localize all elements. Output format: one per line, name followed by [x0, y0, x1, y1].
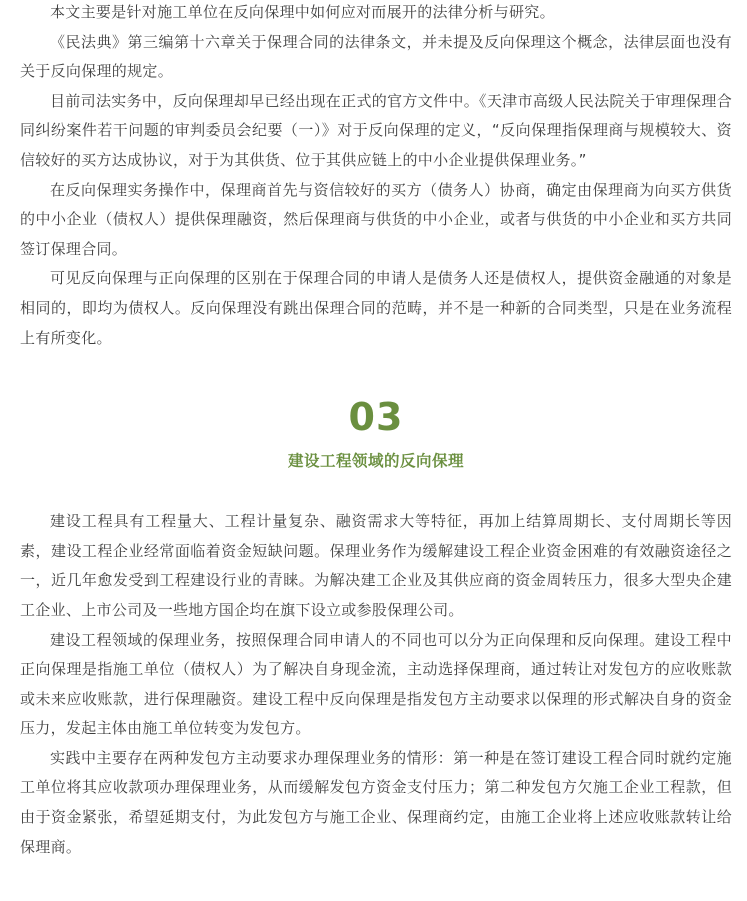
intro-paragraph-1: 本文主要是针对施工单位在反向保理中如何应对而展开的法律分析与研究。	[50, 3, 555, 21]
section-body	[20, 507, 732, 862]
section-heading	[20, 391, 732, 473]
intro-paragraph-2: 《民法典》第三编第十六章关于保理合同的法律条文，并未提及反向保理这个概念，法律层面也没有关于反向保理的规定。	[20, 32, 732, 81]
section-number: 03	[348, 395, 404, 440]
section-paragraph-3: 实践中主要存在两种发包方主动要求办理保理业务的情形：第一种是在签订建设工程合同时就约定施工单位将其应收款项办理保理业务，从而缓解发包方资金支付压力；第二种发包方欠施工企业工程款，但由于资金紧张，希望延期支付，为此发包方与施工企业、保理商约定，由施工企业将上述应收账款转让给保理商。	[20, 748, 732, 856]
intro-paragraph-4: 在反向保理实务操作中，保理商首先与资信较好的买方（债务人）协商，确定由保理商为向买方供货的中小企业（债权人）提供保理融资，然后保理商与供货的中小企业，或者与供货的中小企业和买方共同签订保理合同。	[20, 180, 732, 258]
article-body	[20, 0, 732, 862]
section-paragraph-2: 建设工程领域的保理业务，按照保理合同申请人的不同也可以分为正向保理和反向保理。建设工程中正向保理是指施工单位（债权人）为了解决自身现金流，主动选择保理商，通过转让对发包方的应收账款或未来应收账款，进行保理融资。建设工程中反向保理是指发包方主动要求以保理的形式解决自身的资金压力，发起主体由施工单位转变为发包方。	[20, 630, 732, 738]
intro-paragraph-5: 可见反向保理与正向保理的区别在于保理合同的申请人是债务人还是债权人，提供资金融通的对象是相同的，即均为债权人。反向保理没有跳出保理合同的范畴，并不是一种新的合同类型，只是在业务流程上有所变化。	[20, 269, 732, 347]
section-title: 建设工程领域的反向保理	[287, 452, 464, 471]
intro-paragraph-3: 目前司法实务中，反向保理却早已经出现在正式的官方文件中。《天津市高级人民法院关于审理保理合同纠纷案件若干问题的审判委员会纪要（一）》对于反向保理的定义，“反向保理指保理商与规模较大、资信较好的买方达成协议，对于为其供货、位于其供应链上的中小企业提供保理业务。”	[20, 91, 732, 169]
section-paragraph-1: 建设工程具有工程量大、工程计量复杂、融资需求大等特征，再加上结算周期长、支付周期长等因素，建设工程企业经常面临着资金短缺问题。保理业务作为缓解建设工程企业资金困难的有效融资途径之一，近几年愈发受到工程建设行业的青睐。为解决建工企业及其供应商的资金周转压力，很多大型央企建工企业、上市公司及一些地方国企均在旗下设立或参股保理公司。	[20, 512, 732, 619]
